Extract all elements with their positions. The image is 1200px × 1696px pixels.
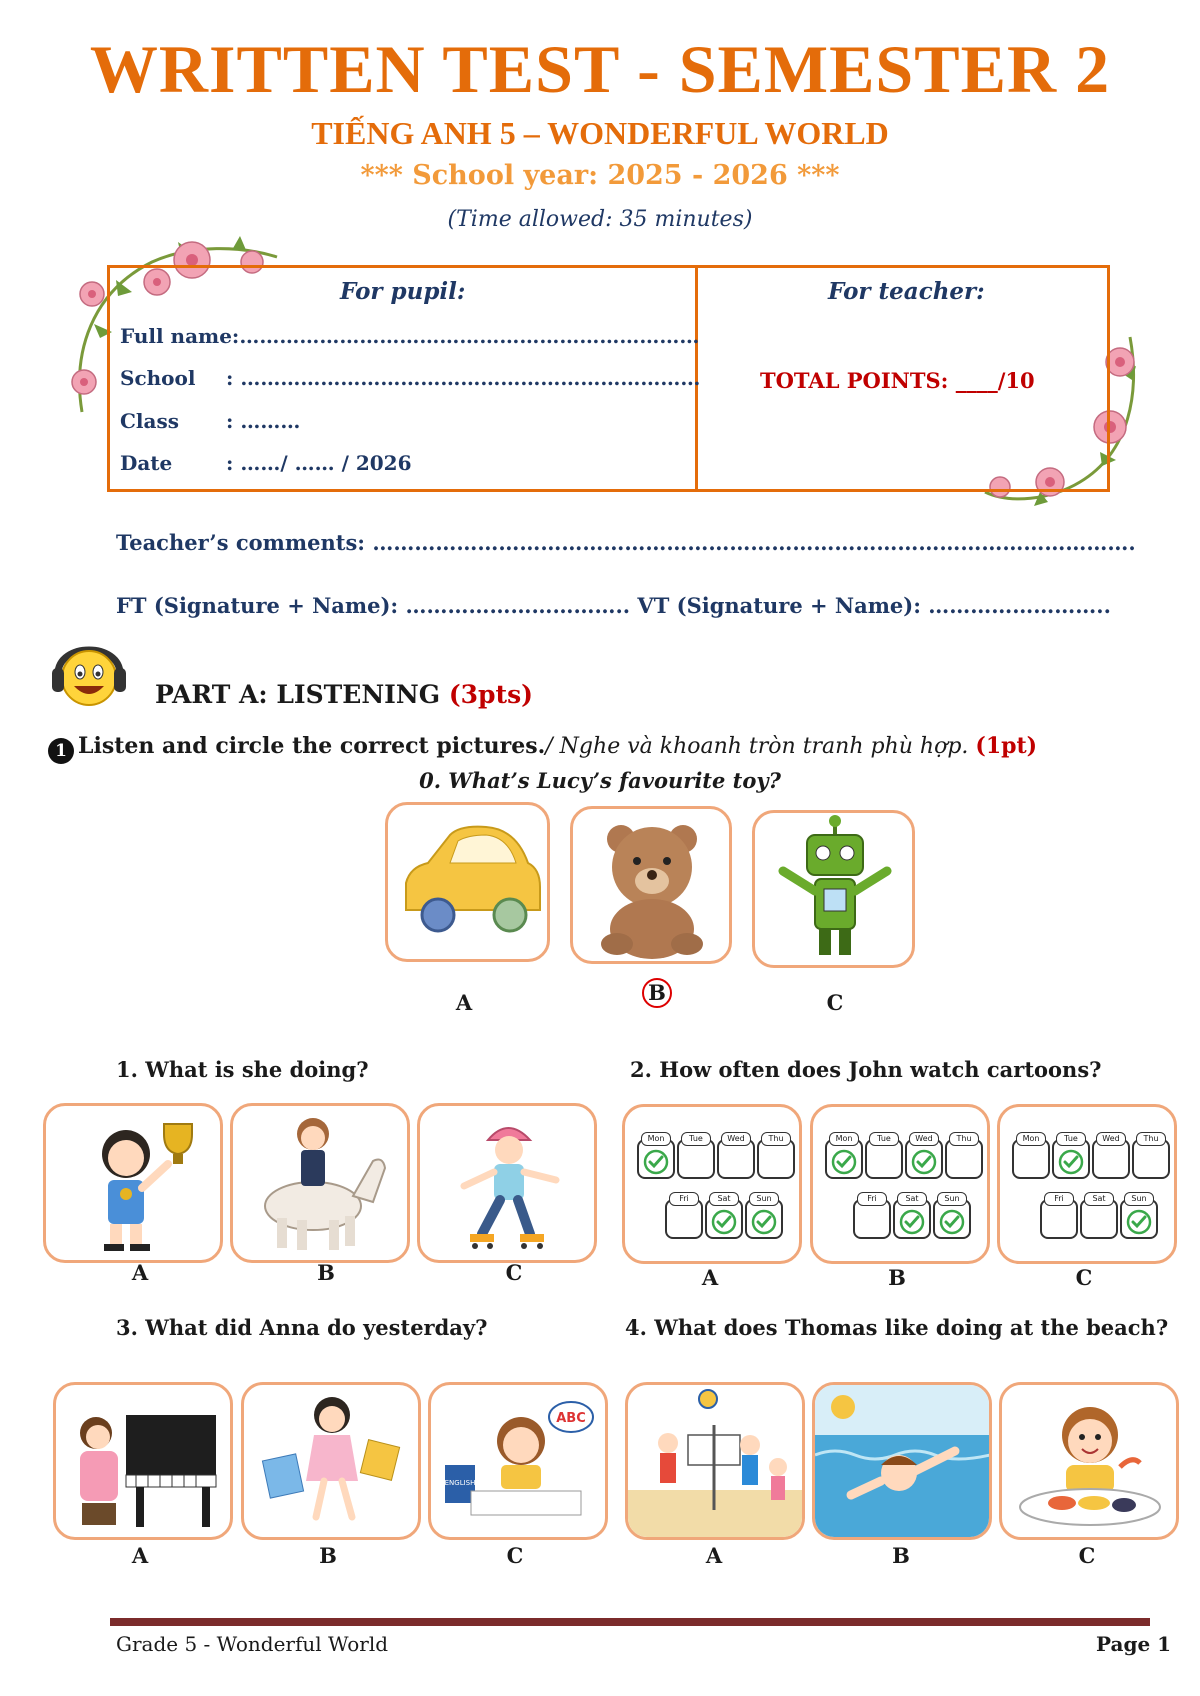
q0-option-b-card[interactable] <box>570 806 732 964</box>
abc-speech-bubble: ABC <box>556 1411 586 1426</box>
check-mark-icon <box>749 1207 779 1237</box>
check-mark-icon <box>709 1207 739 1237</box>
calendar-day-fri <box>665 1194 703 1239</box>
girl-roller-skating-icon <box>420 1106 595 1261</box>
q2-option-a-label[interactable]: A <box>701 1265 719 1290</box>
calendar-day-wed <box>905 1134 943 1179</box>
q0-option-a-label[interactable]: A <box>455 990 473 1015</box>
footer-left-text: Grade 5 - Wonderful World <box>116 1632 389 1656</box>
calendar-day-label: Mon <box>829 1132 859 1146</box>
q4-option-a-card[interactable] <box>625 1382 805 1540</box>
school-field[interactable] <box>120 366 700 390</box>
calendar-day-label: Sun <box>749 1192 779 1206</box>
exercise-number-badge: 1 <box>48 738 74 764</box>
calendar-day-label: Tue <box>681 1132 711 1146</box>
class-field[interactable] <box>120 409 300 433</box>
calendar-day-label: Sat <box>709 1192 739 1206</box>
signature-line[interactable]: FT (Signature + Name): ………………………….. VT (Signature + Name): …………………….. <box>116 593 1111 618</box>
calendar-day-label: Fri <box>669 1192 699 1206</box>
q3-option-b-label[interactable]: B <box>319 1543 337 1568</box>
calendar-day-label: Wed <box>909 1132 939 1146</box>
date-field[interactable] <box>120 451 412 475</box>
instruction-translation: / Nghe và khoanh tròn tranh phù hợp. <box>545 734 969 759</box>
check-mark-icon <box>897 1207 927 1237</box>
calendar-day-label: Tue <box>1056 1132 1086 1146</box>
part-a-title: PART A: LISTENING <box>155 680 441 709</box>
page-title: WRITTEN TEST - SEMESTER 2 <box>89 31 1111 107</box>
calendar-day-sat <box>893 1194 931 1239</box>
full-name-field[interactable]: Full name:…………………………………………………………… <box>120 324 700 348</box>
q1-option-c-label[interactable]: C <box>505 1260 523 1285</box>
school-value: : …………………………………………………………… <box>226 366 701 390</box>
part-a-points: (3pts) <box>448 680 533 709</box>
check-mark-icon <box>1124 1207 1154 1237</box>
q1-option-a-label[interactable]: A <box>131 1260 149 1285</box>
q3-option-c-card[interactable] <box>428 1382 608 1540</box>
girl-studying-english-icon <box>431 1385 606 1537</box>
date-label: Date <box>120 451 173 475</box>
class-value: : ……… <box>226 409 301 433</box>
calendar-day-fri <box>853 1194 891 1239</box>
page-subtitle: TIẾNG ANH 5 – WONDERFUL WORLD <box>311 115 889 151</box>
calendar-day-label: Wed <box>1096 1132 1126 1146</box>
check-mark-icon <box>829 1147 859 1177</box>
q0-option-a-card[interactable] <box>385 802 550 962</box>
time-allowed: (Time allowed: 35 minutes) <box>447 207 753 232</box>
calendar-day-tue <box>1052 1134 1090 1179</box>
girl-with-trophy-icon <box>46 1106 221 1261</box>
q0-option-b-label-circled[interactable]: B <box>642 978 672 1008</box>
exercise-1-instruction <box>48 733 1037 764</box>
question-1: 1. What is she doing? <box>116 1057 369 1082</box>
date-value: : ……/ …… / 2026 <box>226 451 412 475</box>
calendar-day-wed <box>1092 1134 1130 1179</box>
calendar-day-label: Sat <box>1084 1192 1114 1206</box>
calendar-day-sat <box>705 1194 743 1239</box>
q4-option-b-card[interactable] <box>812 1382 992 1540</box>
english-book-label: ENGLISH <box>444 1479 476 1487</box>
question-0: 0. What’s Lucy’s favourite toy? <box>419 768 781 793</box>
calendar-day-thu <box>1132 1134 1170 1179</box>
total-points: TOTAL POINTS: ____/10 <box>760 368 1035 393</box>
calendar-day-label: Sat <box>897 1192 927 1206</box>
check-mark-icon <box>909 1147 939 1177</box>
calendar-day-label: Wed <box>721 1132 751 1146</box>
q1-option-c-card[interactable] <box>417 1103 597 1263</box>
q1-option-b-card[interactable] <box>230 1103 410 1263</box>
calendar-day-label: Sun <box>1124 1192 1154 1206</box>
teddy-bear-icon <box>573 809 731 963</box>
calendar-day-mon <box>825 1134 863 1179</box>
calendar-day-thu <box>757 1134 795 1179</box>
question-2: 2. How often does John watch cartoons? <box>630 1057 1102 1082</box>
robot-icon <box>755 813 915 967</box>
q4-option-c-label[interactable]: C <box>1078 1543 1096 1568</box>
girl-shopping-icon <box>244 1385 419 1537</box>
calendar-day-label: Tue <box>869 1132 899 1146</box>
calendar-day-sun <box>933 1194 971 1239</box>
school-year: *** School year: 2025 - 2026 *** <box>360 160 840 191</box>
calendar-day-tue <box>865 1134 903 1179</box>
q2-option-a-card[interactable] <box>622 1104 802 1264</box>
calendar-day-thu <box>945 1134 983 1179</box>
instruction-text: Listen and circle the correct pictures. <box>78 733 546 759</box>
toy-car-icon <box>388 805 548 960</box>
calendar-day-fri <box>1040 1194 1078 1239</box>
calendar-day-label: Fri <box>1044 1192 1074 1206</box>
q3-option-a-label[interactable]: A <box>131 1543 149 1568</box>
info-box <box>107 265 1110 492</box>
exercise-1-points: (1pt) <box>975 733 1038 759</box>
teacher-comments-line[interactable]: Teacher’s comments: ………………………………………………………………………………………………. <box>116 530 1136 555</box>
calendar-day-label: Thu <box>949 1132 979 1146</box>
class-label: Class <box>120 409 179 433</box>
calendar-day-label: Thu <box>761 1132 791 1146</box>
girl-playing-piano-icon <box>56 1385 231 1537</box>
q4-option-b-label[interactable]: B <box>892 1543 910 1568</box>
q2-option-c-label[interactable]: C <box>1075 1265 1093 1290</box>
check-mark-icon <box>1056 1147 1086 1177</box>
calendar-day-label: Fri <box>857 1192 887 1206</box>
q2-option-b-label[interactable]: B <box>888 1265 906 1290</box>
check-mark-icon <box>937 1207 967 1237</box>
question-4: 4. What does Thomas like doing at the beach? <box>625 1315 1169 1340</box>
q3-option-a-card[interactable] <box>53 1382 233 1540</box>
calendar-day-label: Mon <box>1016 1132 1046 1146</box>
q2-option-c-card[interactable] <box>997 1104 1177 1264</box>
q2-option-b-card[interactable] <box>810 1104 990 1264</box>
calendar-day-wed <box>717 1134 755 1179</box>
boy-swimming-icon <box>815 1385 990 1537</box>
part-a-heading <box>155 680 533 709</box>
q1-option-a-card[interactable] <box>43 1103 223 1263</box>
beach-volleyball-icon <box>628 1385 803 1537</box>
q1-option-b-label[interactable]: B <box>317 1260 335 1285</box>
calendar-day-label: Mon <box>641 1132 671 1146</box>
headphones-emoji-icon <box>48 630 130 712</box>
q3-option-c-label[interactable]: C <box>506 1543 524 1568</box>
calendar-day-sat <box>1080 1194 1118 1239</box>
q0-option-c-label[interactable]: C <box>826 990 844 1015</box>
pupil-heading: For pupil: <box>340 278 466 305</box>
calendar-day-label: Thu <box>1136 1132 1166 1146</box>
footer-page-number: Page 1 <box>1096 1632 1172 1656</box>
calendar-day-mon <box>1012 1134 1050 1179</box>
q0-option-c-card[interactable] <box>752 810 915 968</box>
question-3: 3. What did Anna do yesterday? <box>116 1315 488 1340</box>
q4-option-a-label[interactable]: A <box>705 1543 723 1568</box>
teacher-heading: For teacher: <box>828 278 985 305</box>
school-label: School <box>120 366 196 390</box>
check-mark-icon <box>641 1147 671 1177</box>
calendar-day-label: Sun <box>937 1192 967 1206</box>
calendar-day-sun <box>745 1194 783 1239</box>
calendar-day-mon <box>637 1134 675 1179</box>
q4-option-c-card[interactable] <box>999 1382 1179 1540</box>
calendar-day-sun <box>1120 1194 1158 1239</box>
girl-riding-horse-icon <box>233 1106 408 1261</box>
boy-eating-seafood-icon <box>1002 1385 1177 1537</box>
q3-option-b-card[interactable] <box>241 1382 421 1540</box>
footer-bar <box>110 1618 1150 1626</box>
calendar-day-tue <box>677 1134 715 1179</box>
